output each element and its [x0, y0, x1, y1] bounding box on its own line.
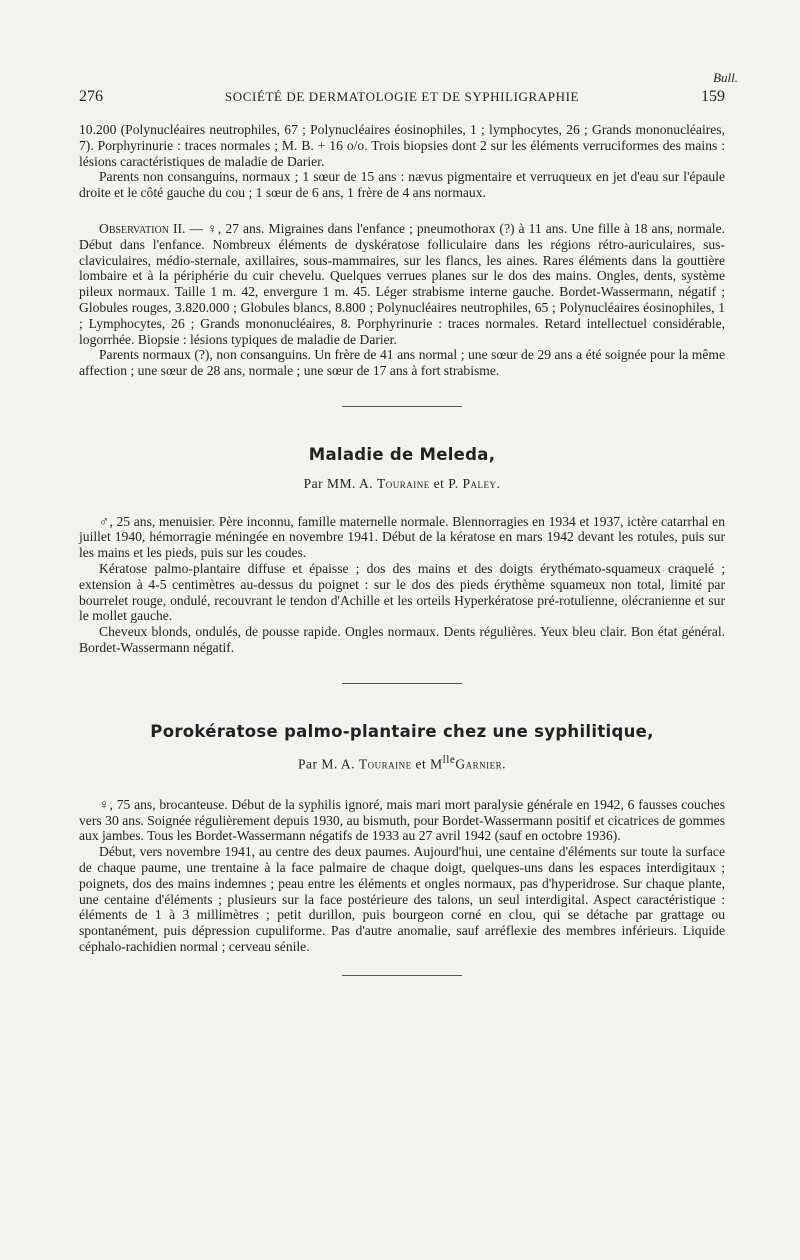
article1-paragraph-1: ♂, 25 ans, menuisier. Père inconnu, famille maternelle normale. Blennorragies en 1934 et 1937, ictère catarrhal en juillet 1940, hémorragie méningée en novembre 1941. Début de la kératose en mars 1942 devant les rotules, puis sur les mains et les pieds, puis sur les coudes. [79, 513, 725, 561]
observation-label: Observation [99, 220, 169, 236]
byline-prefix: Par M. A. [297, 756, 359, 772]
article2-paragraph-2: Début, vers novembre 1941, au centre des deux paumes. Aujourd'hui, une centaine d'éléments sur toute la surface de chaque paume, une trentaine à la face palmaire de chaque doigt, quelques-uns dans les espaces interdigitaux ; poignets, dos des mains indemnes ; peau entre les éléments et ongles normaux, pas d'hyperidrose. Sur chaque plante, une centaine d'éléments ; plusieurs sur la face postérieure des talons, un seul interdigital. Aspect caractéristique : éléments de 1 à 3 millimètres ; petit durillon, puis bourgeon corné en clou, qui se détache par grattage ou spontanément, puis dépression cupuliforme. Pas d'autre anomalie, sauf arréflexie des membres inférieurs. Liquide céphalo-rachidien normal ; cerveau sénile. [79, 844, 725, 954]
author-name: Touraine [376, 475, 430, 491]
byline-suffix: . [502, 756, 506, 772]
article2-byline [79, 753, 725, 772]
page-body [79, 122, 725, 976]
byline-prefix: Par MM. A. [303, 475, 377, 491]
article2-paragraph-1: ♀, 75 ans, brocanteuse. Début de la syphilis ignoré, mais mari mort paralysie générale en 1942, 6 fausses couches vers 30 ans. Soignée régulièrement depuis 1930, au bismuth, pour Bordet-Wassermann positif et cicatrices de gommes aux jambes. Tous les Bordet-Wassermann négatifs de 1933 au 27 avril 1942 (sauf en octobre 1936). [79, 796, 725, 844]
author-name: Touraine [358, 756, 412, 772]
byline-mid: et M [411, 756, 443, 772]
obs2-paragraph-1 [79, 221, 725, 347]
article2-title: Porokératose palmo-plantaire chez une syphilitique, [150, 721, 654, 741]
author-name: Garnier [455, 756, 503, 772]
obs2-text: II. — ♀, 27 ans. Migraines dans l'enfance ; pneumothorax (?) à 11 ans. Une fille à 18 ans, normale. Début dans l'enfance. Nombreux éléments de dyskératose folliculaire dans les régions rétro-auriculaires, sus-claviculaires, médio-sternale, axillaires, sous-mammaires, sur les flancs, les aines. Rares éléments dans la gouttière lombaire et à la périphérie du cuir chevelu. Quelques verrues planes sur le dos des mains. Ongles, dents, système pileux normaux. Taille 1 m. 42, envergure 1 m. 45. Léger strabisme interne gauche. Bordet-Wassermann, négatif ; Globules rouges, 3.820.000 ; Globules blancs, 8.800 ; Polynucléaires neutrophiles, 65 ; Polynucléaires éosinophiles, 1 ; Lymphocytes, 26 ; Grands mononucléaires, 8. Porphyrinurie : traces normales. Retard intellectuel considérable, logorrhée. Biopsie : lésions typiques de maladie de Darier. [79, 220, 725, 347]
article1-paragraph-3: Cheveux blonds, ondulés, de pousse rapide. Ongles normaux. Dents régulières. Yeux bleu clair. Bon état général. Bordet-Wassermann négatif. [79, 624, 725, 655]
author-name: Paley [462, 475, 497, 491]
section-divider [342, 975, 462, 976]
article1-title: Maladie de Meleda, [308, 444, 496, 464]
obs1-paragraph-2: Parents non consanguins, normaux ; 1 sœur de 15 ans : nævus pigmentaire et verruqueux en jet d'eau sur l'épaule droite et le côté gauche du cou ; 1 sœur de 6 ans, 1 frère de 4 ans normaux. [79, 169, 725, 201]
bulletin-mark: Bull. [713, 70, 738, 85]
article1-paragraph-2: Kératose palmo-plantaire diffuse et épaisse ; dos des mains et des doigts érythémato-squameux craquelé ; extension à 4-5 centimètres au-dessus du poignet : sur le dos des pieds érythème squameux non total, limité par bourrelet rouge, ondulé, recouvrant le tendon d'Achille et les orteils Hyperkératose pré-rotulienne, olécranienne et sur le mollet gauche. [79, 560, 725, 624]
article1-byline [79, 476, 725, 492]
byline-suffix: . [496, 475, 501, 491]
byline-superscript: lle [442, 753, 456, 766]
byline-mid: et P. [429, 475, 463, 491]
obs1-paragraph-1: 10.200 (Polynucléaires neutrophiles, 67 ; Polynucléaires éosinophiles, 1 ; lymphocytes, 26 ; Grands mononucléaires, 7). Porphyrinurie : traces normales ; M. B. + 16 o/o. Trois biopsies dont 2 sur les éléments verruciformes des mains : lésions caractéristiques de maladie de Darier. [79, 122, 725, 169]
page-number-left: 276 [79, 88, 103, 105]
running-header [79, 88, 725, 106]
obs2-paragraph-2: Parents normaux (?), non consanguins. Un frère de 41 ans normal ; une sœur de 29 ans a été soignée pour la même affection ; une sœur de 28 ans, normale ; une sœur de 17 ans à fort strabisme. [79, 347, 725, 379]
running-title: SOCIÉTÉ DE DERMATOLOGIE ET DE SYPHILIGRAPHIE [224, 89, 580, 104]
page-number-right: 159 [701, 88, 725, 105]
